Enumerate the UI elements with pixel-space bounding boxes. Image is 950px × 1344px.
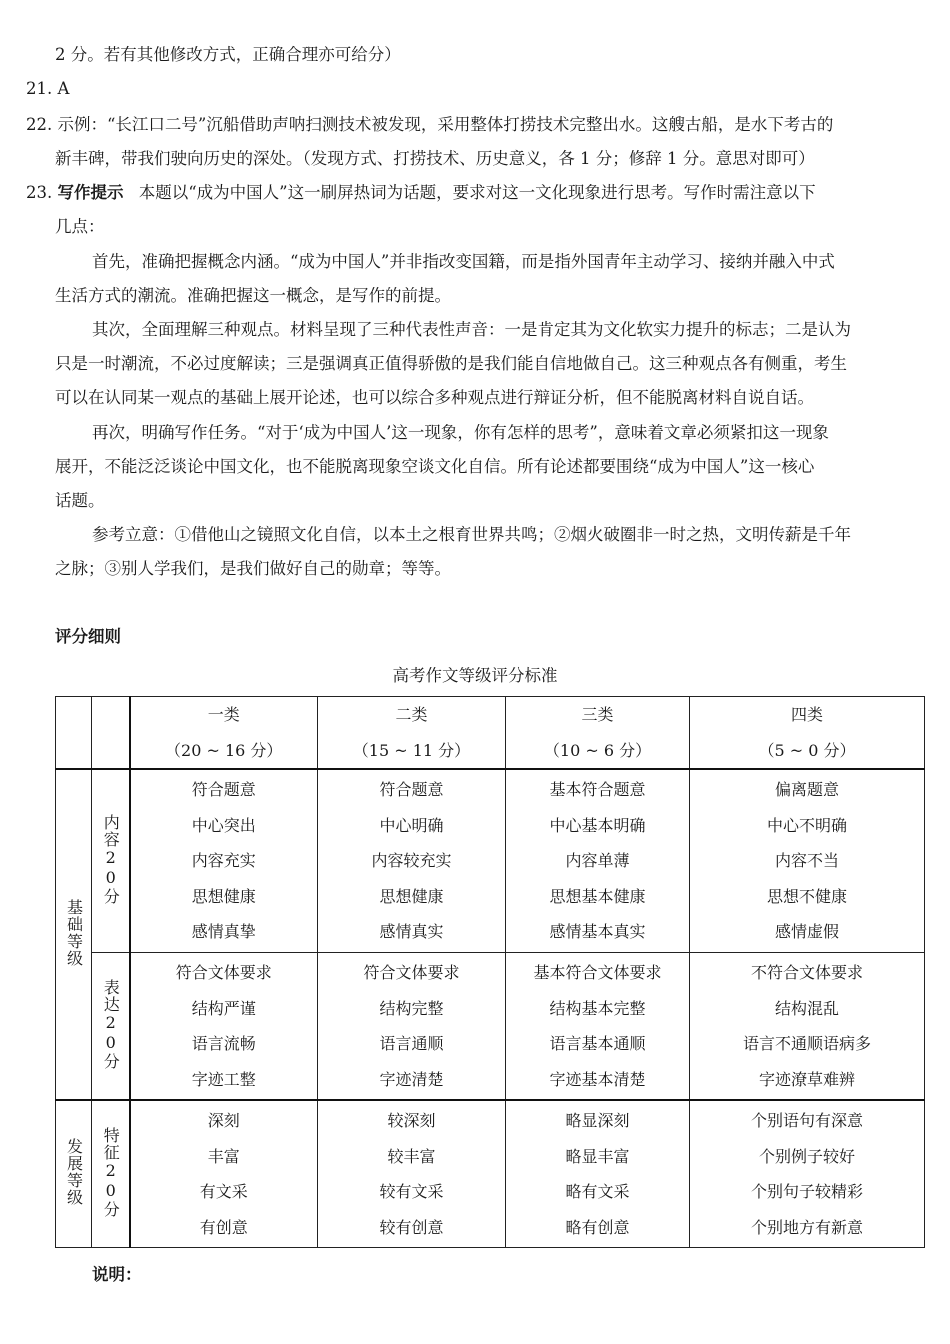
development-grade-label: 发展等级 — [56, 1100, 92, 1248]
expression-label: 表达20分 — [92, 953, 130, 1101]
table-title: 高考作文等级评分标准 — [392, 666, 558, 685]
text-line-10: 只是一时潮流，不必过度解读；三是强调真正值得骄傲的是我们能自信地做自己。这三种观点各有侧重，考生 — [55, 354, 847, 373]
text-line-11: 可以在认同某一观点的基础上展开论述，也可以综合多种观点进行辩证分析，但不能脱离材料自说自话。 — [55, 388, 814, 407]
question-number: 23. — [26, 183, 53, 202]
content-class-2: 符合题意 中心明确 内容较充实 思想健康 感情真实 — [318, 769, 506, 953]
expression-class-4: 不符合文体要求 结构混乱 语言不通顺语病多 字迹潦草难辨 — [690, 953, 925, 1101]
writing-hint-label: 写作提示 — [57, 183, 124, 202]
text-line-7: 首先，准确把握概念内涵。“成为中国人”并非指改变国籍，而是指外国青年主动学习、接纳并融入中式 — [92, 252, 835, 271]
header-class-1: 一类 （20 ~ 16 分） — [130, 697, 318, 770]
feature-row — [56, 1100, 925, 1248]
header-class-3: 三类 （10 ~ 6 分） — [506, 697, 690, 770]
content-row — [56, 769, 925, 953]
text-line-15: 参考立意：①借他山之镜照文化自信，以本土之根育世界共鸣；②烟火破圈非一时之热，文明传薪是千年 — [92, 525, 851, 544]
text-line-1: 2 分。若有其他修改方式，正确合理亦可给分） — [55, 45, 401, 64]
text-line-8: 生活方式的潮流。准确把握这一概念，是写作的前提。 — [55, 286, 451, 305]
content-class-3: 基本符合题意 中心基本明确 内容单薄 思想基本健康 感情基本真实 — [506, 769, 690, 953]
text-line-16: 之脉；③别人学我们，是我们做好自己的勋章；等等。 — [55, 559, 451, 578]
text-line-14: 话题。 — [55, 491, 105, 510]
writing-hint-text: 本题以“成为中国人”这一刷屏热词为话题，要求对这一文化现象进行思考。写作时需注意以下 — [138, 183, 816, 202]
header-class-4: 四类 （5 ~ 0 分） — [690, 697, 925, 770]
corner-cell-2 — [92, 697, 130, 770]
text-line-9: 其次，全面理解三种观点。材料呈现了三种代表性声音：一是肯定其为文化软实力提升的标志；二是认为 — [92, 320, 851, 339]
expression-class-1: 符合文体要求 结构严谨 语言流畅 字迹工整 — [130, 953, 318, 1101]
feature-class-4: 个别语句有深意 个别例子较好 个别句子较精彩 个别地方有新意 — [690, 1100, 925, 1248]
header-class-2: 二类 （15 ~ 11 分） — [318, 697, 506, 770]
feature-class-2: 较深刻 较丰富 较有文采 较有创意 — [318, 1100, 506, 1248]
content-label: 内容20分 — [92, 769, 130, 953]
text-line-12: 再次，明确写作任务。“对于‘成为中国人’这一现象，你有怎样的思考”，意味着文章必须紧扣这一现象 — [92, 423, 829, 442]
answer-23-line-1 — [26, 181, 816, 205]
basic-grade-label: 基础等级 — [56, 769, 92, 1100]
grading-table — [55, 696, 925, 1248]
expression-class-3: 基本符合文体要求 结构基本完整 语言基本通顺 字迹基本清楚 — [506, 953, 690, 1101]
answer-21: 21. A — [26, 79, 70, 98]
corner-cell — [56, 697, 92, 770]
answer-22-line-1: 22. 示例：“长江口二号”沉船借助声呐扫测技术被发现，采用整体打捞技术完整出水。这艘古船，是水下考古的 — [26, 115, 834, 134]
table-header-row — [56, 697, 925, 770]
content-class-1: 符合题意 中心突出 内容充实 思想健康 感情真挚 — [130, 769, 318, 953]
section-heading: 评分细则 — [55, 627, 121, 646]
feature-class-1: 深刻 丰富 有文采 有创意 — [130, 1100, 318, 1248]
expression-row — [56, 953, 925, 1101]
feature-label: 特征20分 — [92, 1100, 130, 1248]
text-line-13: 展开，不能泛泛谈论中国文化，也不能脱离现象空谈文化自信。所有论述都要围绕“成为中国人”这一核心 — [55, 457, 815, 476]
expression-class-2: 符合文体要求 结构完整 语言通顺 字迹清楚 — [318, 953, 506, 1101]
text-line-6: 几点： — [55, 217, 105, 236]
notes-heading: 说明： — [92, 1265, 142, 1284]
feature-class-3: 略显深刻 略显丰富 略有文采 略有创意 — [506, 1100, 690, 1248]
content-class-4: 偏离题意 中心不明确 内容不当 思想不健康 感情虚假 — [690, 769, 925, 953]
answer-22-line-2: 新丰碑，带我们驶向历史的深处。（发现方式、打捞技术、历史意义，各 1 分；修辞 1 分。意思对即可） — [55, 149, 815, 168]
